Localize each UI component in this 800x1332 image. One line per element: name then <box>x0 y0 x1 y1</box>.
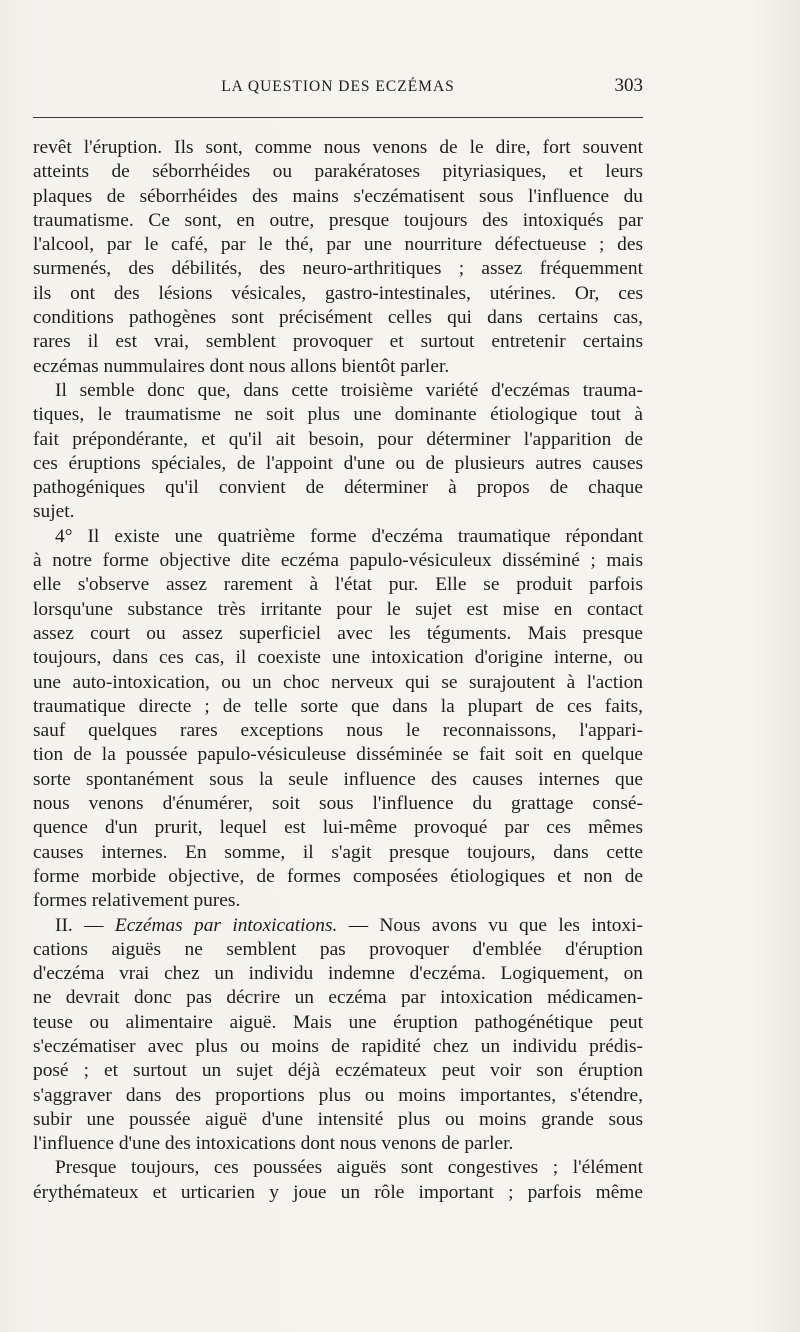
text-line: l'alcool, par le café, par le thé, par une nourriture défectueuse ; des <box>33 234 643 256</box>
text-line: conditions pathogènes sont précisément celles qui dans certains cas, <box>33 307 643 329</box>
text-line: érythémateux et urticarien y joue un rôle important ; parfois même <box>33 1181 643 1203</box>
text-line: ces éruptions spéciales, de l'appoint d'une ou de plusieurs autres causes <box>33 452 643 474</box>
text-line: atteints de séborrhéides ou parakératoses pityriasiques, et leurs <box>33 161 643 183</box>
text-line: assez court ou assez superficiel avec les téguments. Mais presque <box>33 622 643 644</box>
running-head: LA QUESTION DES ECZÉMAS <box>221 78 455 95</box>
header-rule <box>33 117 643 118</box>
text-line: sujet. <box>33 501 75 523</box>
text-line: ne devrait donc pas décrire un eczéma par intoxication médicamen- <box>33 987 643 1009</box>
text-line: tiques, le traumatisme ne soit plus une dominante étiologique tout à <box>33 404 643 426</box>
text-line: pathogéniques qu'il convient de déterminer à propos de chaque <box>33 477 643 499</box>
text-line: nous venons d'énumérer, soit sous l'influence du grattage consé- <box>33 793 643 815</box>
text-line: 4° Il existe une quatrième forme d'eczéma traumatique répondant <box>55 525 643 547</box>
text-line: eczémas nummulaires dont nous allons bientôt parler. <box>33 355 450 377</box>
text-line: elle s'observe assez rarement à l'état pur. Elle se produit parfois <box>33 574 643 596</box>
text-line: forme morbide objective, de formes composées étiologiques et non de <box>33 865 643 887</box>
text-line: posé ; et surtout un sujet déjà eczémateux peut voir son éruption <box>33 1060 643 1082</box>
page-header <box>33 75 643 108</box>
text-line: formes relativement pures. <box>33 890 241 912</box>
text-line: Presque toujours, ces poussées aiguës sont congestives ; l'élément <box>55 1157 643 1179</box>
text-line: rares il est vrai, semblent provoquer et surtout entretenir certains <box>33 331 643 353</box>
section-heading-line <box>33 914 643 938</box>
text-line: traumatisme. Ce sont, en outre, presque toujours des intoxiqués par <box>33 209 643 231</box>
text-line: cations aiguës ne semblent pas provoquer d'emblée d'éruption <box>33 938 643 960</box>
text-line: s'eczématiser avec plus ou moins de rapidité chez un individu prédis- <box>33 1035 643 1057</box>
text-line: — Nous avons vu que les intoxi- <box>348 914 643 936</box>
text-line: à notre forme objective dite eczéma papulo-vésiculeux disséminé ; mais <box>33 550 643 572</box>
text-line: lorsqu'une substance très irritante pour le sujet est mise en contact <box>33 598 643 620</box>
text-line: plaques de séborrhéides des mains s'eczématisent sous l'influence du <box>33 185 643 207</box>
text-line: quence d'un prurit, lequel est lui-même provoqué par ces mêmes <box>33 817 643 839</box>
page-number: 303 <box>614 75 643 96</box>
text-line: sorte spontanément sous la seule influence des causes internes que <box>33 768 643 790</box>
text-line: revêt l'éruption. Ils sont, comme nous venons de le dire, fort souvent <box>33 137 643 158</box>
text-line: toujours, dans ces cas, il coexiste une intoxication d'origine interne, ou <box>33 647 643 669</box>
text-line: l'influence d'une des intoxications dont nous venons de parler. <box>33 1133 514 1155</box>
text-line: fait prépondérante, et qu'il ait besoin, pour déterminer l'apparition de <box>33 428 643 450</box>
text-line: sauf quelques rares exceptions nous le reconnaissons, l'appari- <box>33 720 643 742</box>
text-line: traumatique directe ; de telle sorte que dans la plupart de ces faits, <box>33 695 643 717</box>
text-line: teuse ou alimentaire aiguë. Mais une éruption pathogénétique peut <box>33 1011 643 1033</box>
text-line: s'aggraver dans des proportions plus ou moins importantes, s'étendre, <box>33 1084 643 1106</box>
text-line: surmenés, des débilités, des neuro-arthritiques ; assez fréquemment <box>33 258 643 280</box>
section-number: II. — <box>55 914 104 936</box>
body-text <box>33 136 643 1205</box>
text-line: une auto-intoxication, ou un choc nerveux qui se surajoutent à l'action <box>33 671 643 693</box>
text-line: causes internes. En somme, il s'agit presque toujours, dans cette <box>33 841 643 863</box>
section-title: Eczémas par intoxications. <box>114 914 338 936</box>
text-line: Il semble donc que, dans cette troisième variété d'eczémas trauma- <box>55 379 643 401</box>
text-line: tion de la poussée papulo-vésiculeuse disséminée se fait soit en quelque <box>33 744 643 766</box>
text-line: subir une poussée aiguë d'une intensité plus ou moins grande sous <box>33 1108 643 1130</box>
text-line: d'eczéma vrai chez un individu indemne d'eczéma. Logiquement, on <box>33 963 643 985</box>
text-line: ils ont des lésions vésicales, gastro-intestinales, utérines. Or, ces <box>33 282 643 304</box>
